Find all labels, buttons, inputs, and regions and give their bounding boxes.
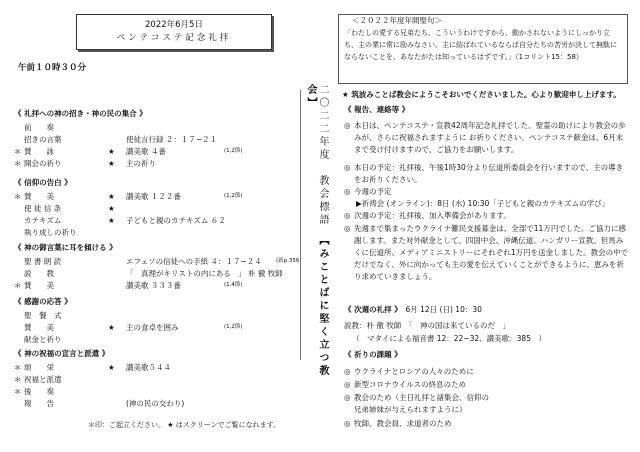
order-row: [14, 386, 284, 397]
order-row: [14, 215, 284, 226]
order-content: (神の民の交わり): [126, 399, 185, 408]
bullet-mark: ◎: [344, 187, 351, 196]
order-label: 聖 書 朗 読: [24, 257, 62, 266]
order-label: 賛 詠: [24, 147, 54, 156]
order-label: 開会の祈り: [24, 159, 62, 168]
report-text: 今週の予定: [354, 187, 392, 196]
prayer-item: [344, 392, 494, 416]
bulletin-title-box: [76, 14, 272, 50]
order-row: [14, 374, 284, 385]
order-note: (1,2節): [224, 193, 243, 199]
bullet-mark: ◎: [344, 211, 351, 220]
order-note: (1,4節): [224, 282, 243, 288]
order-row: [14, 322, 284, 333]
order-label: 聖 餐 式: [24, 311, 62, 320]
reports-heading: 《 報告、連絡等 》: [344, 105, 410, 114]
bullet-mark: ◎: [344, 121, 351, 130]
motto-label: 教会標語: [317, 175, 328, 227]
next-scripture: （ マタイによる福音書 12：22−32、讃美歌：385 ）: [352, 334, 546, 343]
order-label: 賛 美: [24, 192, 54, 201]
order-label: 賛 美: [24, 281, 54, 290]
order-label: 招きの言葉: [24, 135, 62, 144]
order-content: 「 真理がキリストの内にある 」: [126, 269, 246, 278]
order-content: 主の食卓を囲み: [126, 323, 179, 332]
order-row: [14, 158, 284, 169]
order-label: 報 告: [24, 399, 54, 408]
order-mark: ＊: [14, 147, 22, 156]
order-note: (1,2節): [224, 148, 243, 154]
screen-star: ★: [108, 216, 115, 225]
screen-star: ★: [108, 323, 115, 332]
order-label: カテキズム: [24, 216, 62, 225]
annual-verse-text: 「わたしの愛する兄弟たち、こういうわけですから、動かされないようにしっかり立ち、主の業に常に励みなさい。主に結ばれているならば自分たちの苦労が決して無駄にならないことを、あなたがたは知っているはずです。」（1コリント15：58）: [344, 29, 617, 61]
order-row: [14, 362, 284, 373]
service-name: ペンテコステ記念礼拝: [116, 33, 232, 43]
divider: [300, 90, 301, 360]
report-text: ▶祈祷会 (オンライン)：8日 (水) 10:30「子どもと親のカテキズムの学び」: [356, 199, 610, 208]
bullet-mark: ◎: [344, 380, 351, 389]
report-item: [344, 162, 630, 186]
vertical-motto: [305, 84, 328, 384]
order-label: 祝福と派遣: [24, 375, 62, 384]
order-row: [14, 122, 284, 133]
order-label: 説 教: [24, 269, 54, 278]
footnote: ＊印：ご起立ください。 ★ はスクリーンでご覧になれます。: [88, 421, 281, 429]
order-content: 子どもと親のカテキズム ６２: [126, 216, 226, 225]
next-sermon: 説教：朴 徹 牧師 「 神の国は来ているのだ 」: [344, 321, 511, 330]
report-text: 本日の予定：礼拝後、午後1時30分より伝道所委員会を行いますので、主の導きをお祈りください。: [354, 163, 624, 184]
service-time: 午前１０時３０分: [18, 63, 87, 73]
prayer-item: [344, 366, 624, 378]
report-text: 本日は、ペンテコステ・宣教42周年記念礼拝でした。聖霊の助けにより教会の歩みが、さらに祝福されますように お祈りください。ペンテコステ献金は、6月末まで受け付けますので、ご協力をお願いします。: [354, 121, 626, 154]
prayer-item: [344, 418, 624, 430]
screen-star: ★: [108, 159, 115, 168]
prayer-text: 教会のため（主日礼拝と諸集会、信仰の兄弟姉妹が与えられますように）: [354, 393, 489, 414]
report-item: [356, 198, 630, 210]
service-date: 2022年6月5日: [145, 20, 203, 30]
order-row: [14, 280, 284, 291]
prayer-item: [344, 379, 624, 391]
order-content: 讃美歌 ４番: [126, 147, 166, 156]
report-text: 次週の予定：礼拝後、加入準備会があります。: [354, 211, 511, 220]
order-label: 使 徒 信 条: [24, 204, 62, 213]
annual-verse-box: [338, 14, 628, 84]
order-row: [14, 268, 284, 279]
order-label: 後 奏: [24, 387, 54, 396]
order-row: [14, 256, 302, 267]
section-heading: 《 神の祝福の宣言と派遣 》: [14, 349, 110, 358]
section-heading: 《 礼拝への神の招き・神の民の集合 》: [14, 109, 147, 118]
section-heading: 《 感謝の応答 》: [14, 297, 72, 306]
screen-star: ★: [108, 147, 115, 156]
report-item: [344, 223, 630, 283]
report-item: [344, 120, 630, 156]
prayer-text: ウクライナとロシアの人々のために: [354, 367, 474, 376]
order-note: 朴 徹 牧師: [248, 269, 283, 278]
order-label: 前 奏: [24, 123, 54, 132]
order-row: [14, 398, 284, 409]
church-motto: 【みことばに堅く立つ教会】: [305, 84, 328, 378]
order-mark: ＊: [14, 192, 22, 201]
order-mark: ＊: [14, 159, 22, 168]
annual-verse-heading: ＜２０２２年度年間聖句＞: [352, 16, 442, 25]
order-label: 執り成しの祈り: [24, 228, 77, 237]
order-row: [14, 334, 284, 345]
order-content: 使徒言行録 ２：１７−２１: [126, 135, 218, 144]
order-content: エフェソの信徒への手紙 ４：１７−２４: [126, 257, 262, 266]
welcome-message: ★ 筑波みことば教会にようこそおいでくださいました。心より歓迎申し上げます。: [342, 90, 621, 99]
section-heading: 《 神の御言葉に耳を傾ける 》: [14, 243, 117, 252]
report-item: [344, 186, 630, 198]
order-mark: ＊: [14, 375, 22, 384]
prayer-text: 新型コロナウイルスの終息のため: [354, 380, 467, 389]
order-label: 献金と祈り: [24, 335, 62, 344]
order-row: [14, 203, 284, 214]
order-mark: ＊: [14, 363, 22, 372]
screen-star: ★: [108, 192, 115, 201]
order-mark: ＊: [14, 387, 22, 396]
order-note: (1,2節): [224, 324, 243, 330]
order-row: [14, 191, 284, 202]
order-content: 讃美歌 ３３３番: [126, 281, 181, 290]
order-mark: ＊: [14, 281, 22, 290]
bullet-mark: ◎: [344, 367, 351, 376]
next-service-label: 《 次週の礼拝 》: [344, 305, 398, 314]
order-content: 讃美歌 １２２番: [126, 192, 181, 201]
order-note: (新p.356): [276, 258, 302, 264]
report-item: [344, 210, 630, 222]
bullet-mark: ◎: [344, 419, 351, 428]
next-service-heading: [344, 304, 482, 315]
year-label: 二〇二二年度: [317, 84, 328, 162]
report-text: 先週まで集まったウクライナ難民支援募金は、全部で11万円でした。ご協力に感謝します。また対外献金として、四国中会、沖縄伝道、ハンガリー宣教、但馬みくに伝道所、メディアミニストリーにそれぞれ1万円を送金しました。教会の中でだけでなく、外に向かっても主の愛を伝えていくことができるように、恵みを祈り求めていきましょう。: [354, 224, 629, 281]
order-row: [14, 310, 284, 321]
order-row: [14, 134, 284, 145]
section-heading: 《 信仰の告白 》: [14, 178, 72, 187]
order-content: 主の祈り: [126, 159, 156, 168]
screen-star: ★: [108, 363, 115, 372]
bullet-mark: ◎: [344, 163, 351, 172]
order-label: 頌 栄: [24, 363, 54, 372]
screen-star: ★: [108, 204, 115, 213]
bullet-mark: ◎: [344, 224, 351, 233]
prayer-text: 牧師、教会員、求道者のため: [354, 419, 452, 428]
order-row: [14, 146, 284, 157]
order-row: [14, 227, 284, 238]
order-label: 賛 美: [24, 323, 54, 332]
next-service-date: 6月 12日 (日) 10：30: [405, 305, 482, 314]
bullet-mark: ◎: [344, 393, 351, 402]
prayer-heading: 《 祈りの課題 》: [344, 350, 402, 359]
order-content: 讃美歌５４４: [126, 363, 171, 372]
